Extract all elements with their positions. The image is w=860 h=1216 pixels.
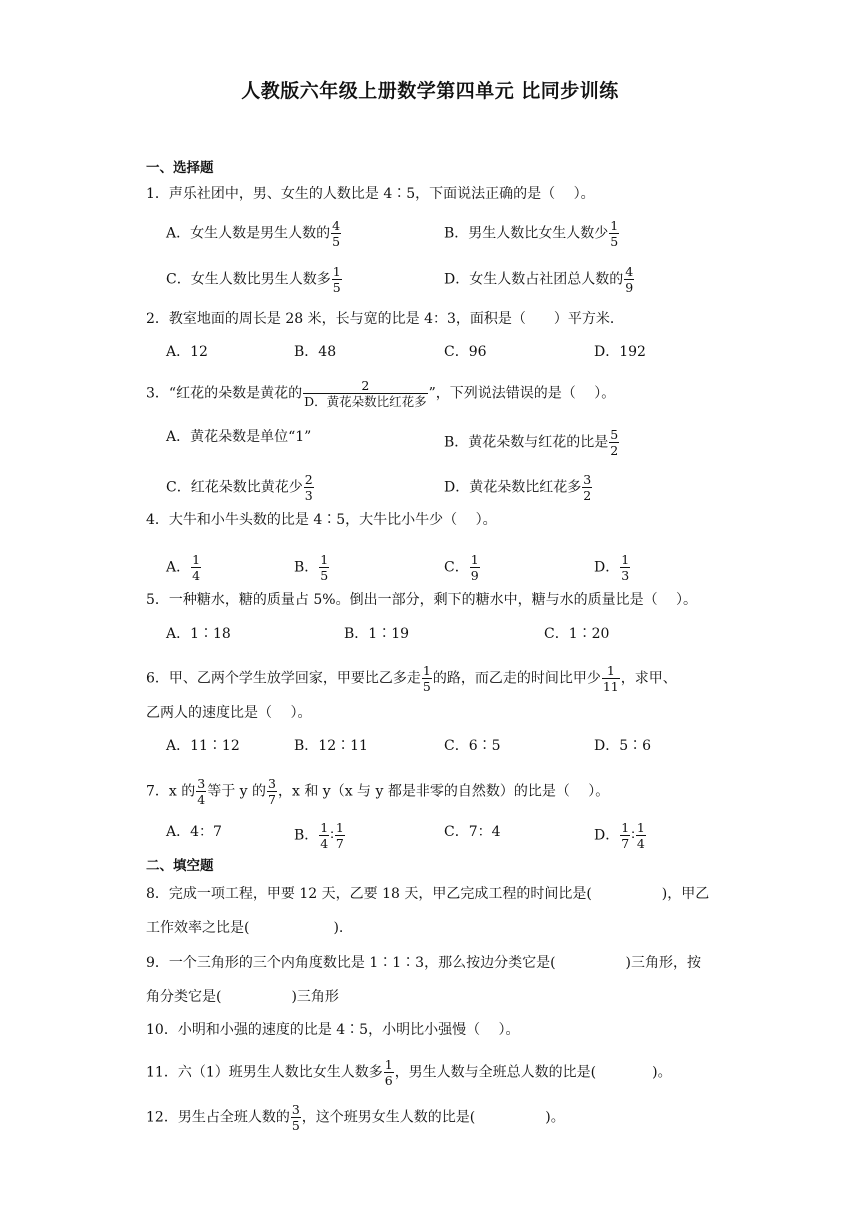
fraction: $\frac{4}{9}$ <box>625 264 634 295</box>
fraction: $\frac{3}{5}$ <box>291 1102 300 1133</box>
question-2-stem: 2．教室地面的周长是 28 米，长与宽的比是 4：3，面积是（ ）平方米． <box>146 311 624 327</box>
question-2-option-a: A．12 <box>166 344 208 360</box>
question-8-line-1: 8．完成一项工程，甲要 12 天，乙要 18 天，甲乙完成工程的时间比是( )，甲乙 <box>146 886 710 902</box>
question-5-option-a: A．1∶18 <box>166 626 231 642</box>
fraction: $\frac{1}{4}$ <box>192 552 201 583</box>
question-4-option-c: C． $\frac{1}{9}$ <box>444 552 479 583</box>
fraction: $\frac{1}{7}$ <box>621 820 630 851</box>
question-5-option-c: C．1∶20 <box>544 626 610 642</box>
page-title: 人教版六年级上册数学第四单元 比同步训练 <box>241 80 619 102</box>
question-7-option-c: C．7：4 <box>444 824 501 840</box>
question-7-stem: 7．x 的 $\frac{3}{4}$ 等于 y 的 $\frac{3}{7}$ ，x 和 y（x 与 y 都是非零的自然数）的比是（ ）。 <box>146 776 610 807</box>
question-3-option-c: C．红花朵数比黄花少 $\frac{2}{3}$ <box>166 472 313 503</box>
question-6-option-b: B．12∶11 <box>294 738 368 754</box>
question-1-option-d: D．女生人数占社团总人数的 $\frac{4}{9}$ <box>444 264 634 295</box>
question-3-option-d: D．黄花朵数比红花多 $\frac{3}{2}$ <box>444 472 592 503</box>
question-5-stem: 5．一种糖水，糖的质量占 5%。倒出一部分，剩下的糖水中，糖与水的质量比是（ ）。 <box>146 592 698 608</box>
fraction: $\frac{3}{4}$ <box>197 776 206 807</box>
question-6-stem-line-2: 乙两人的速度比是（ ）。 <box>146 705 312 721</box>
question-11-stem: 11．六（1）班男生人数比女生人数多 $\frac{1}{6}$ ，男生人数与全班总人数的比是( )。 <box>146 1057 672 1088</box>
fraction: $\frac{3}{2}$ <box>583 472 592 503</box>
fraction: $\frac{1}{7}$ <box>335 820 344 851</box>
fraction: $\frac{2}{\text{D．黄花朵数比红花多}}$ <box>304 378 427 409</box>
section-heading-fill: 二、填空题 <box>146 858 214 874</box>
fraction: $\frac{5}{2}$ <box>610 427 619 458</box>
question-6-option-d: D．5∶6 <box>594 738 652 754</box>
fraction: $\frac{1}{4}$ <box>636 820 645 851</box>
question-9-line-1: 9．一个三角形的三个内角度数比是 1∶1∶3，那么按边分类它是( )三角形，按 <box>146 955 702 971</box>
question-7-option-a: A．4：7 <box>166 824 222 840</box>
fraction: $\frac{1}{5}$ <box>422 663 431 694</box>
fraction: $\frac{3}{7}$ <box>268 776 276 807</box>
fraction: $\frac{1}{5}$ <box>610 218 619 249</box>
question-3-stem: 3．“红花的朵数是黄花的 $\frac{2}{\text{D．黄花朵数比红花多}}$ ”，下列说法错误的是（ ）。 <box>146 378 616 409</box>
section-heading-choice: 一、选择题 <box>146 160 214 176</box>
question-4-option-b: B． $\frac{1}{5}$ <box>294 552 329 583</box>
fraction: $\frac{2}{3}$ <box>304 472 313 503</box>
question-6-stem: 6．甲、乙两个学生放学回家，甲要比乙多走 $\frac{1}{5}$ 的路，而乙走的时间比甲少 $\frac{1}{11}$ ，求甲、 <box>146 663 677 694</box>
question-1-stem: 1．声乐社团中，男、女生的人数比是 4∶5，下面说法正确的是（ ）。 <box>146 186 595 202</box>
question-4-option-d: D． $\frac{1}{3}$ <box>594 552 630 583</box>
question-4-option-a: A． $\frac{1}{4}$ <box>166 552 201 583</box>
question-2-option-c: C．96 <box>444 344 487 360</box>
question-7-option-d: D． $\frac{1}{7}$ ∶ $\frac{1}{4}$ <box>594 820 645 851</box>
fraction: $\frac{1}{11}$ <box>602 663 619 694</box>
question-5-option-b: B．1∶19 <box>344 626 410 642</box>
fraction: $\frac{1}{5}$ <box>320 552 329 583</box>
question-3-option-b: B．黄花朵数与红花的比是 $\frac{5}{2}$ <box>444 427 619 458</box>
fraction: $\frac{1}{4}$ <box>320 820 329 851</box>
question-10-stem: 10．小明和小强的速度的比是 4∶5，小明比小强慢（ ）。 <box>146 1022 520 1038</box>
question-6-option-a: A．11∶12 <box>166 738 240 754</box>
fraction: $\frac{4}{5}$ <box>332 218 341 249</box>
question-8-line-2: 工作效率之比是( ). <box>146 920 344 936</box>
question-4-stem: 4．大牛和小牛头数的比是 4∶5，大牛比小牛少（ ）。 <box>146 512 497 528</box>
fraction: $\frac{1}{5}$ <box>332 264 341 295</box>
question-2-option-d: D．192 <box>594 344 646 360</box>
question-12-stem: 12．男生占全班人数的 $\frac{3}{5}$ ，这个班男女生人数的比是( )。 <box>146 1102 565 1133</box>
question-1-option-a: A．女生人数是男生人数的 $\frac{4}{5}$ <box>166 218 341 249</box>
question-3-option-a: A．黄花朵数是单位“1” <box>166 429 312 445</box>
fraction: $\frac{1}{3}$ <box>621 552 630 583</box>
question-1-option-c: C．女生人数比男生人数多 $\frac{1}{5}$ <box>166 264 341 295</box>
question-1-option-b: B．男生人数比女生人数少 $\frac{1}{5}$ <box>444 218 619 249</box>
question-2-option-b: B．48 <box>294 344 337 360</box>
fraction: $\frac{1}{6}$ <box>384 1057 393 1088</box>
question-7-option-b: B． $\frac{1}{4}$ ∶ $\frac{1}{7}$ <box>294 820 344 851</box>
fraction: $\frac{1}{9}$ <box>470 552 479 583</box>
question-9-line-2: 角分类它是( )三角形 <box>146 989 339 1005</box>
question-6-option-c: C．6∶5 <box>444 738 501 754</box>
